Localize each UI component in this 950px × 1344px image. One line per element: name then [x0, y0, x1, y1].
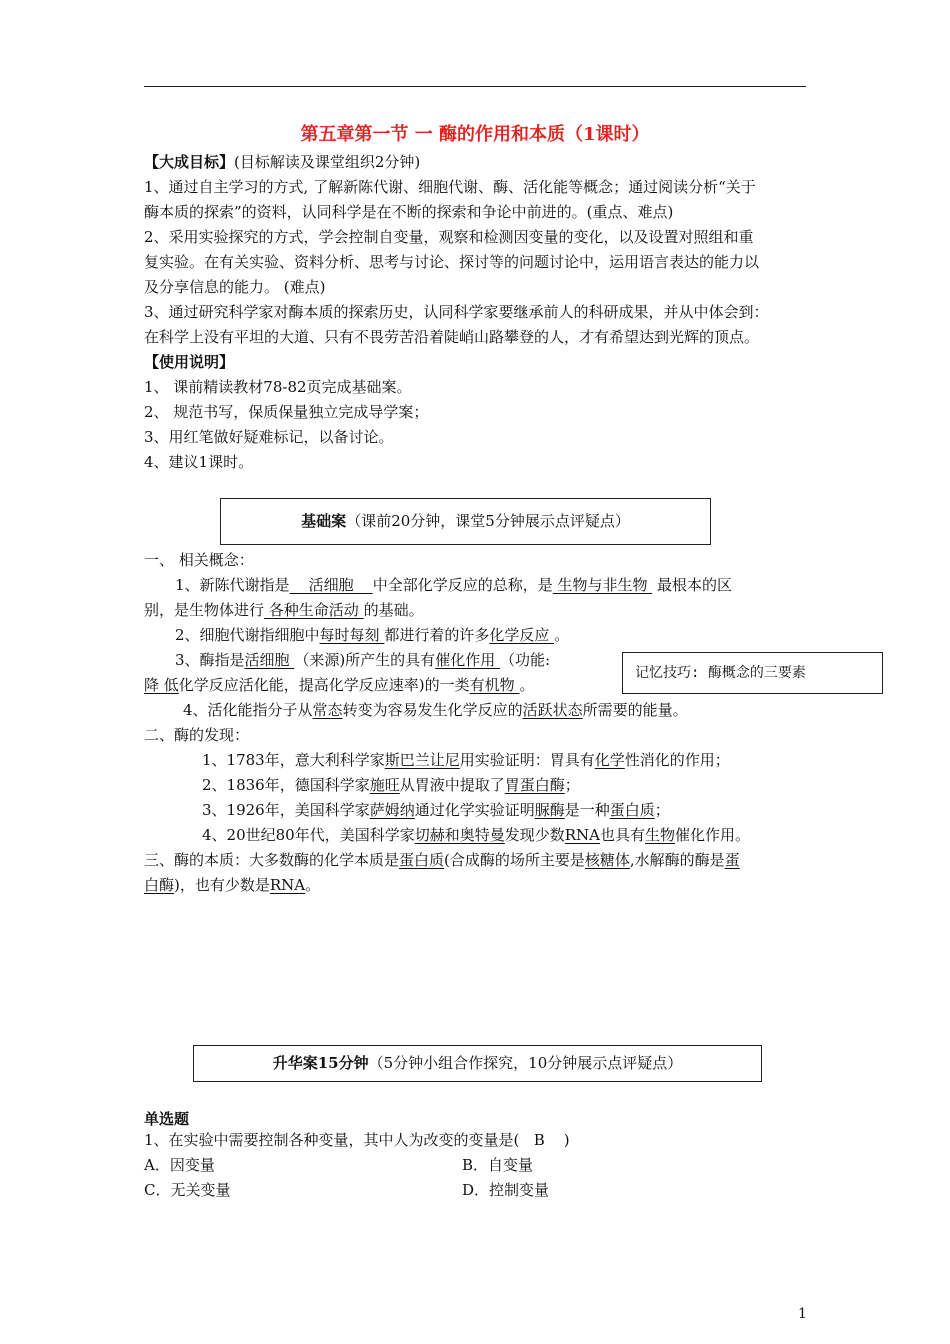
concept-3-line-1: [175, 648, 550, 673]
advanced-section-box: [193, 1045, 762, 1082]
text: （功能:: [499, 651, 551, 669]
essence-line-2: [144, 873, 320, 898]
text: 从胃液中提取了: [399, 776, 505, 794]
answer-blank: 每时每刻: [319, 626, 385, 644]
answer-blank: 白酶: [144, 876, 175, 894]
text: 催化作用。: [675, 826, 751, 844]
text: 4、20世纪80年代，美国科学家: [202, 826, 415, 844]
discovery-3-line: [202, 798, 670, 823]
concept-3-line-2: [144, 673, 534, 698]
text: ；: [564, 776, 580, 794]
text: 也具有: [600, 826, 646, 844]
answer-blank: 蛋白质: [609, 801, 655, 819]
text: 。: [519, 676, 535, 694]
text: (合成酶的场所主要是: [444, 851, 585, 869]
advanced-box-title: 升华案15分钟: [272, 1054, 369, 1072]
answer-blank: RNA: [564, 826, 601, 844]
text: 2、1836年，德国科学家: [202, 776, 370, 794]
goals-heading-note: (目标解读及课堂组织2分钟): [234, 153, 421, 171]
goal-1-line-1: 1、通过自主学习的方式, 了解新陈代谢、细胞代谢、酶、活化能等概念；通过阅读分析“关于: [144, 178, 756, 196]
goal-3-line-2: 在科学上没有平坦的大道、只有不畏劳苦沿着陡峭山路攀登的人，才有希望达到光辉的顶点。: [144, 328, 760, 346]
goal-1-line-2: 酶本质的探索”的资料，认同科学是在不断的探索和争论中前进的。(重点、难点): [144, 203, 674, 221]
answer-blank: 核糖体: [584, 851, 630, 869]
option-b: B．自变量: [462, 1156, 534, 1174]
answer-blank: 生物: [645, 826, 676, 844]
answer-blank: 活细胞: [289, 576, 373, 594]
option-a: A．因变量: [144, 1156, 215, 1174]
answer-blank: 蛋: [724, 851, 740, 869]
text: 1、新陈代谢指是: [175, 576, 290, 594]
answer-blank: 有机物: [469, 676, 520, 694]
text: 4、活化能指分子从: [183, 701, 313, 719]
answer-blank: RNA: [269, 876, 306, 894]
memory-tip-box: 记忆技巧: 酶概念的三要素: [622, 652, 883, 694]
answer-blank: 脲酶: [534, 801, 565, 819]
text: )，也有少数是: [174, 876, 270, 894]
discovery-heading: 二、酶的发现：: [144, 726, 250, 744]
goal-2-line-1: 2、采用实验探究的方式，学会控制自变量，观察和检测因变量的变化，以及设置对照组和重: [144, 228, 754, 246]
answer-blank: 蛋白质: [399, 851, 445, 869]
basic-box-note: （课前20分钟，课堂5分钟展示点评疑点）: [346, 512, 630, 530]
answer-blank: 胃蛋白酶: [504, 776, 565, 794]
text: ；: [654, 801, 670, 819]
goal-3-line-1: 3、通过研究科学家对酶本质的探索历史，认同科学家要继承前人的科研成果，并从中体会到：: [144, 303, 769, 321]
text: 。: [305, 876, 321, 894]
discovery-1-line: [202, 748, 730, 773]
usage-item-3: 3、用红笔做好疑难标记，以备讨论。: [144, 428, 394, 446]
text: 2、细胞代谢指细胞中: [175, 626, 320, 644]
text: 性消化的作用；: [624, 751, 730, 769]
text: )的一类: [418, 676, 470, 694]
text: 是一种: [564, 801, 610, 819]
text: 所需要的能量。: [582, 701, 688, 719]
answer-blank: 萨姆纳: [369, 801, 415, 819]
text: 化学反应活化能，提高化学反应速率: [178, 676, 419, 694]
goals-heading: 【大成目标】: [144, 153, 235, 171]
question-1: 1、在实验中需要控制各种变量，其中人为改变的变量是( B ): [144, 1131, 570, 1149]
answer-blank: 切赫和奥特曼: [414, 826, 505, 844]
advanced-box-note: （5分钟小组合作探究，10分钟展示点评疑点）: [368, 1054, 683, 1072]
option-c: C．无关变量: [144, 1181, 231, 1199]
page-number: 1: [798, 1306, 807, 1322]
discovery-2-line: [202, 773, 580, 798]
answer-blank: 活跃状态: [522, 701, 583, 719]
answer-blank: 催化作用: [435, 651, 500, 669]
text: 。: [554, 626, 570, 644]
text: 用实验证明：胃具有: [459, 751, 595, 769]
goal-2-line-2: 复实验。在有关实验、资料分析、思考与讨论、探讨等的问题讨论中，运用语言表达的能力以: [144, 253, 760, 271]
concept-1-line-2: [144, 598, 424, 623]
answer-blank: 施旺: [369, 776, 400, 794]
answer-blank: 降 低: [144, 676, 179, 694]
text: 的基础。: [363, 601, 424, 619]
text: 通过化学实验证明: [414, 801, 535, 819]
answer-blank: 常态: [312, 701, 343, 719]
text: （来源)所产生的具有: [294, 651, 436, 669]
answer-blank: 化学: [594, 751, 625, 769]
option-d: D．控制变量: [462, 1181, 550, 1199]
discovery-4-line: [202, 823, 750, 848]
text: 都进行着的许多: [384, 626, 490, 644]
answer-blank: 生物与非生物: [552, 576, 653, 594]
concept-4-line: [183, 698, 688, 723]
text: 3、1926年，美国科学家: [202, 801, 370, 819]
answer-blank: 各种生命活动: [264, 601, 364, 619]
essence-line-1: [144, 848, 740, 873]
usage-item-1: 1、 课前精读教材78-82页完成基础案。: [144, 378, 412, 396]
text: 1、1783年，意大利科学家: [202, 751, 385, 769]
mcq-heading: 单选题: [144, 1110, 190, 1128]
answer-blank: 化学反应: [489, 626, 555, 644]
header-rule: [144, 86, 806, 87]
goal-2-line-3: 及分享信息的能力。 (难点): [144, 278, 326, 296]
text: 最根本的区: [652, 576, 733, 594]
usage-heading: 【使用说明】: [144, 353, 235, 371]
concept-1-line-1: [175, 573, 732, 598]
concept-2-line: [175, 623, 569, 648]
page-title: 第五章第一节 一 酶的作用和本质（1课时）: [300, 124, 650, 145]
text: 三、酶的本质：大多数酶的化学本质是: [144, 851, 400, 869]
goals-heading-line: [144, 150, 420, 175]
usage-item-4: 4、建议1课时。: [144, 453, 254, 471]
concepts-heading: 一、 相关概念：: [144, 551, 254, 569]
text: 转变为容易发生化学反应的: [342, 701, 523, 719]
answer-blank: 活细胞: [244, 651, 295, 669]
text: 别，是生物体进行: [144, 601, 265, 619]
text: 3、酶指是: [175, 651, 245, 669]
text: ,水解酶的酶是: [629, 851, 725, 869]
basic-box-title: 基础案: [301, 512, 347, 530]
text: 发现少数: [504, 826, 565, 844]
text: 中全部化学反应的总称，是: [372, 576, 553, 594]
basic-section-box: [220, 498, 711, 545]
usage-item-2: 2、 规范书写，保质保量独立完成导学案；: [144, 403, 429, 421]
answer-blank: 斯巴兰让尼: [384, 751, 460, 769]
